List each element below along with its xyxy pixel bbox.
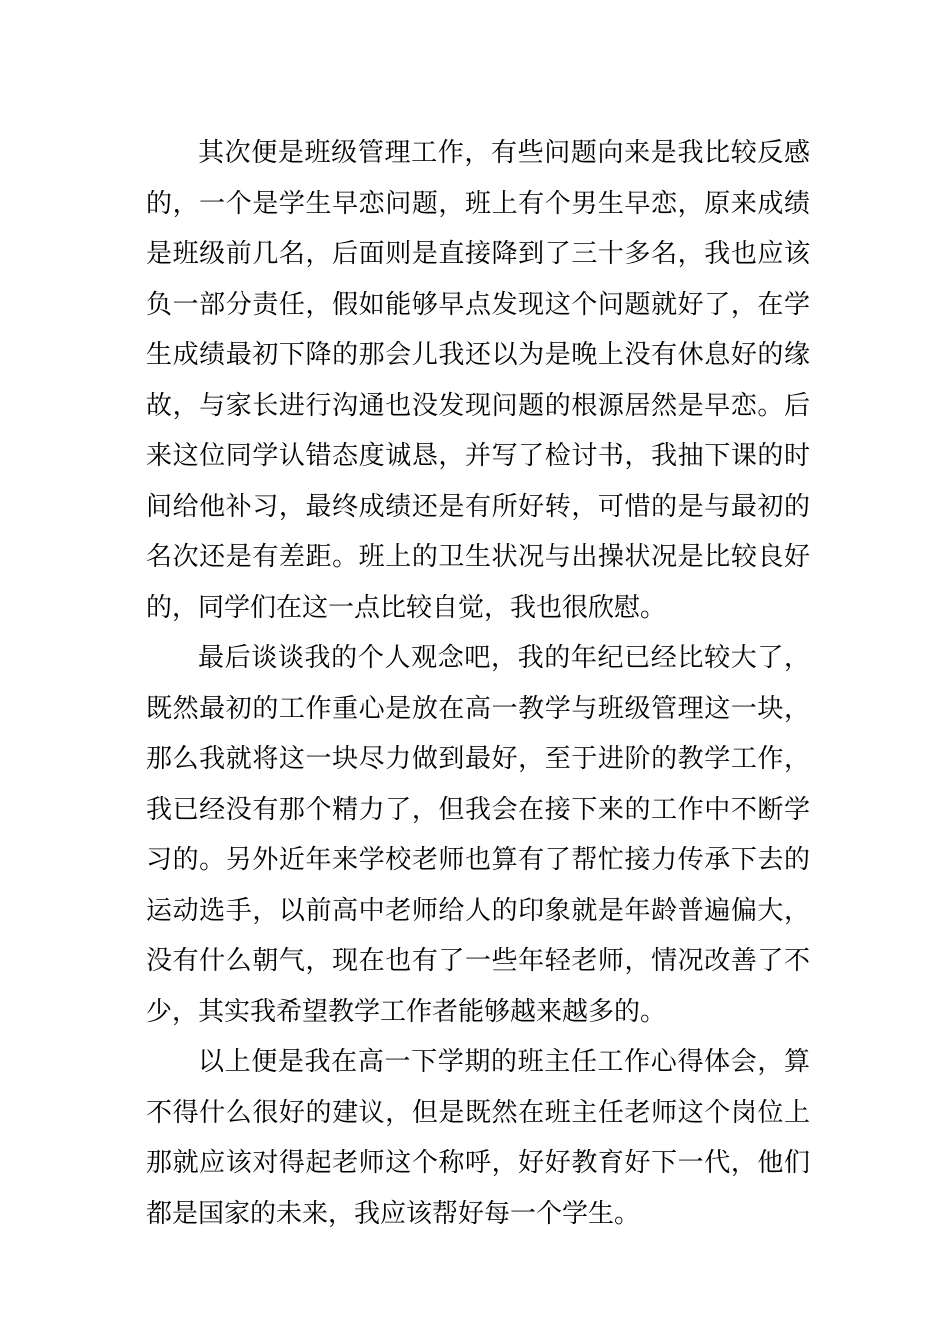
paragraph-class-management: 其次便是班级管理工作，有些问题向来是我比较反感的，一个是学生早恋问题，班上有个男生早恋，原来成绩是班级前几名，后面则是直接降到了三十多名，我也应该负一部分责任，假如能够早点发现这个问题就好了，在学生成绩最初下降的那会儿我还以为是晚上没有休息好的缘故，与家长进行沟通也没发现问题的根源居然是早恋。后来这位同学认错态度诚恳，并写了检讨书，我抽下课的时间给他补习，最终成绩还是有所好转，可惜的是与最初的名次还是有差距。班上的卫生状况与出操状况是比较良好的，同学们在这一点比较自觉，我也很欣慰。 xyxy=(146,138,810,623)
paragraph-personal-view: 最后谈谈我的个人观念吧，我的年纪已经比较大了，既然最初的工作重心是放在高一教学与班级管理这一块，那么我就将这一块尽力做到最好，至于进阶的教学工作，我已经没有那个精力了，但我会在接下来的工作中不断学习的。另外近年来学校老师也算有了帮忙接力传承下去的运动选手，以前高中老师给人的印象就是年龄普遍偏大，没有什么朝气，现在也有了一些年轻老师，情况改善了不少，其实我希望教学工作者能够越来越多的。 xyxy=(146,643,810,1027)
document-body xyxy=(146,128,810,1239)
paragraph-conclusion: 以上便是我在高一下学期的班主任工作心得体会，算不得什么很好的建议，但是既然在班主任老师这个岗位上那就应该对得起老师这个称呼，好好教育好下一代，他们都是国家的未来，我应该帮好每一个学生。 xyxy=(146,1047,810,1229)
